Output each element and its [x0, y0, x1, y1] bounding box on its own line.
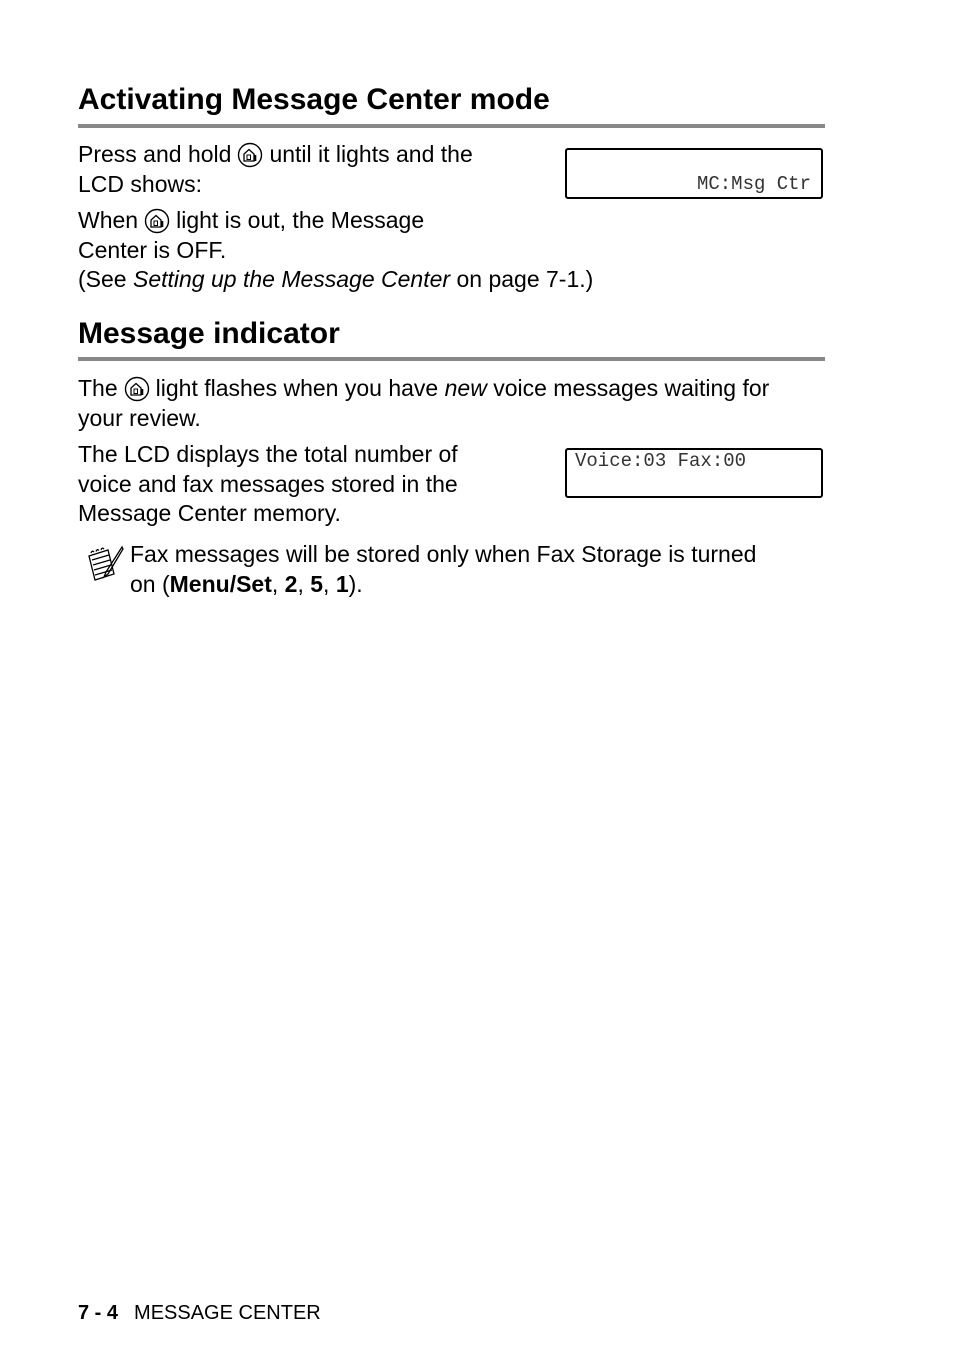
separator: , [297, 571, 311, 597]
message-center-key-icon [124, 376, 150, 402]
paragraph-see-reference [78, 264, 593, 294]
paragraph-light-flashes [78, 373, 769, 403]
text-when: When [78, 207, 139, 233]
separator: , [271, 571, 285, 597]
link-setting-up-message-center: Setting up the Message Center [132, 266, 451, 292]
separator: , [323, 571, 336, 597]
message-center-key-icon [237, 142, 263, 168]
lcd-display-voice-fax [565, 448, 823, 498]
section-rule [78, 357, 825, 361]
note-text-line2 [130, 569, 363, 599]
text-voice-messages: voice messages waiting for [486, 375, 770, 401]
text-press-hold: Press and hold [78, 141, 232, 167]
text-until-lights: until it lights and the [269, 141, 473, 167]
key-2: 2 [284, 571, 298, 597]
text-on: on ( [130, 571, 170, 597]
text-end: ). [348, 571, 363, 597]
key-menu-set: Menu/Set [169, 571, 272, 597]
section-heading-activating: Activating Message Center mode [78, 83, 550, 116]
chapter-title: MESSAGE CENTER [134, 1302, 321, 1324]
section-heading-message-indicator: Message indicator [78, 317, 340, 350]
lcd-text-mc: MC:Msg Ctr [696, 173, 811, 195]
page-number: 7 - 4 [78, 1302, 119, 1324]
section-rule [78, 124, 825, 128]
text-lcd-displays-1: The LCD displays the total number of [78, 441, 458, 467]
text-lcd-shows: LCD shows: [78, 171, 202, 197]
text-on-page: on page 7-1.) [450, 266, 594, 292]
text-light-flashes: light flashes when you have [155, 375, 445, 401]
paragraph-when-light-out [78, 205, 424, 235]
text-new: new [444, 375, 487, 401]
message-center-key-icon [144, 208, 170, 234]
text-center-off: Center is OFF. [78, 237, 227, 263]
text-lcd-displays-3: Message Center memory. [78, 500, 341, 526]
key-1: 1 [335, 571, 349, 597]
text-see: (See [78, 266, 133, 292]
page-footer [78, 1301, 321, 1325]
text-your-review: your review. [78, 405, 201, 431]
text-light-out: light is out, the Message [176, 207, 425, 233]
note-pad-icon [86, 544, 124, 586]
text-the: The [78, 375, 118, 401]
lcd-text-voice-fax: Voice:03 Fax:00 [575, 450, 747, 472]
note-text-line1: Fax messages will be stored only when Fax Storage is turned [130, 541, 757, 567]
lcd-display-mc [565, 148, 823, 199]
key-5: 5 [310, 571, 324, 597]
paragraph-press-hold [78, 139, 473, 169]
text-lcd-displays-2: voice and fax messages stored in the [78, 471, 458, 497]
